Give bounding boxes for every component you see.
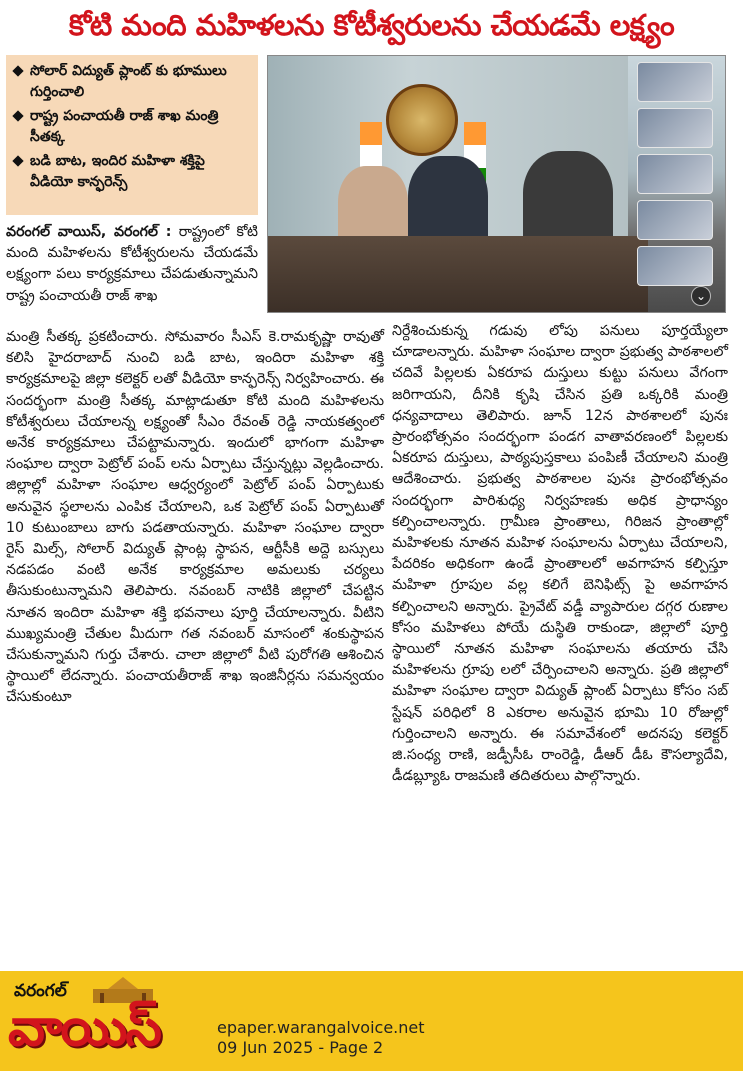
brand-logo: వాయిస్ [8,998,160,1058]
highlight-text: సోలార్ విద్యుత్ ప్లాంట్ కు భూములు గుర్తించాలి [30,63,227,100]
diamond-bullet-icon [12,65,23,76]
highlight-item [12,61,252,103]
highlight-text: బడి బాట, ఇందిర మహిళా శక్తిపై వీడియో కాన్ఫరెన్స్ [30,153,205,190]
article-column-1-top [6,222,258,307]
article-text: మంత్రి సీతక్క ప్రకటించారు. సోమవారం సీఎస్ కె.రామకృష్ణా రావుతో కలిసి హైదరాబాద్ నుంచి బడి బాట, ఇందిరా మహిళా శక్తి కార్యక్రమాలపై జిల్లా కలెక్టర్ లతో వీడియో కాన్ఫరెన్స్ నిర్వహించారు. ఈ సందర్భంగా మంత్రి సీతక్క మాట్లాడుతూ కోటి మంది మహిళలను కోటీశ్వరులు చేయాలన్న లక్ష్యంతో సీఎం రేవంత్ రెడ్డి నాయకత్వంలో అనేక కార్యక్రమాలు చేపట్టామన్నారు. ఇందులో భాగంగా మహిళా సంఘాల ద్వారా పెట్రోల్ పంప్ లను ఏర్పాటు చేస్తున్నట్లు వెల్లడించారు. జిల్లాల్లో మహిళా సంఘాల ఆధ్వర్యంలో పెట్రోల్ పంప్ ఏర్పాటుకు అనువైన స్థలాలను ఎంపిక చేయాలని, ఒక పెట్రోల్ పంప్ ఏర్పాటుతో 10 కుటుంబాలు బాగు పడతాయన్నారు. మహిళా సంఘాల ద్వారా రైస్ మిల్స్, సోలార్ విద్యుత్ ప్లాంట్ల స్థాపన, ఆర్టీసీకి అద్దె బస్సులు నడపడం వంటి అనేక కార్యక్రమాల అమలుకు చర్యలు తీసుకుంటున్నామని తెలిపారు. నవంబర్ నాటికి జిల్లాలో చేపట్టిన నూతన ఇందిరా మహిళా శక్తి భవనాలు పూర్తి చేయాలన్నారు. వీటిని ముఖ్యమంత్రి చేతుల మీదుగా గత నవంబర్ మాసంలో శంకుస్థాపన చేసుకున్నామని గుర్తు చేశారు. చాలా జిల్లాలో వీటి పురోగతి ఆశించిన స్థాయిలో లేదన్నారు. పంచాయతీరాజ్ శాఖ ఇంజినీర్లను సమన్వయం చేసుకుంటూ [6,329,384,706]
state-emblem-icon [386,84,458,156]
epaper-info [217,1018,425,1058]
video-tile [637,200,713,240]
highlight-item [12,106,252,148]
chevron-down-icon: ⌄ [691,286,711,306]
highlight-text: రాష్ట్ర పంచాయతీ రాజ్ శాఖ మంత్రి సీతక్క [30,108,219,145]
article-column-1 [6,327,384,709]
article-column-2 [392,321,728,787]
conference-table [268,236,648,313]
video-tiles [637,62,717,292]
video-conference-photo [267,55,726,313]
article-text: రాష్ట్రంలో కోటి మంది మహిళలను కోటీశ్వరులను చేయడమే లక్ష్యంగా పలు కార్యక్రమాలు చేపడుతున్నామని రాష్ట్ర పంచాయతీ రాజ్ శాఖ [6,224,258,304]
highlights-box [6,55,258,215]
video-tile [637,62,713,102]
article-text: నిర్దేశించుకున్న గడువు లోపు పనులు పూర్తయ్యేలా చూడాలన్నారు. మహిళా సంఘాల ద్వారా ప్రభుత్వ పాఠశాలలో చదివే పిల్లలకు ఏకరూప దుస్తులు కుట్టు పనులు వేగంగా జరిగాయని, దీనికి కృషి చేసిన ప్రతి ఒక్కరికి మంత్రి ధన్యవాదాలు తెలిపారు. జూన్ 12న పాఠశాలలో పునః ప్రారంభోత్సవం సందర్భంగా పండగ వాతావరణంలో పిల్లలకు ఏకరూప దుస్తులు, పాఠ్యపుస్తకాలు పంపిణీ చేయాలని మంత్రి ఆదేశించారు. ప్రభుత్వ పాఠశాలల పునః ప్రారంభోత్సవం సందర్భంగా పారిశుధ్య నిర్వహణకు అధిక ప్రాధాన్యం కల్పించాలన్నారు. గ్రామీణ ప్రాంతాలు, గిరిజన ప్రాంతాల్లో మహిళలకు నూతన మహిళ సంఘాలను ఏర్పాటు చేయాలని, పేదరికం అధికంగా ఉండే ప్రాంతాలలో అవగాహన కల్పిస్తూ మహిళా గ్రూపుల వల్ల కలిగే బెనిఫిట్స్ పై అవగాహన కల్పించాలని అన్నారు. ప్రైవేట్ వడ్డీ వ్యాపారుల దగ్గర రుణాల కోసం మహిళలు పోయే దుస్థితి రాకుండా, జిల్లాలో పూర్తి స్థాయిలో నూతన మహిళా సంఘాలను తయారు చేసి మహిళలను గ్రూపు లలో చేర్పించాలని అన్నారు. ప్రతి జిల్లాలో మహిళా సంఘాల ద్వారా విద్యుత్ ప్లాంట్ ఏర్పాటు కోసం సబ్ స్టేషన్ పరిధిలో 8 ఎకరాల అనువైన భూమి 10 రోజుల్లో గుర్తించాలని అన్నారు. ఈ సమావేశంలో అదనపు కలెక్టర్ జి.సంధ్య రాణి, జడ్పీసీఓ రాంరెడ్డి, డీఆర్ డీఓ కౌసల్యాదేవి, డీడబ్ల్యూఓ రాజమణి తదితరులు పాల్గొన్నారు. [392,323,728,785]
video-tile [637,108,713,148]
headline: కోటి మంది మహిళలను కోటీశ్వరులను చేయడమే లక్ష్యం [68,8,675,42]
brand-small: వరంగల్ [14,981,67,1001]
footer [0,971,743,1071]
diamond-bullet-icon [12,155,23,166]
diamond-bullet-icon [12,110,23,121]
dateline: వరంగల్ వాయిస్, వరంగల్ : [6,224,172,240]
video-tile [637,246,713,286]
epaper-site: epaper.warangalvoice.net [217,1018,425,1037]
epaper-date-page: 09 Jun 2025 - Page 2 [217,1038,384,1057]
highlight-item [12,151,252,193]
video-tile [637,154,713,194]
